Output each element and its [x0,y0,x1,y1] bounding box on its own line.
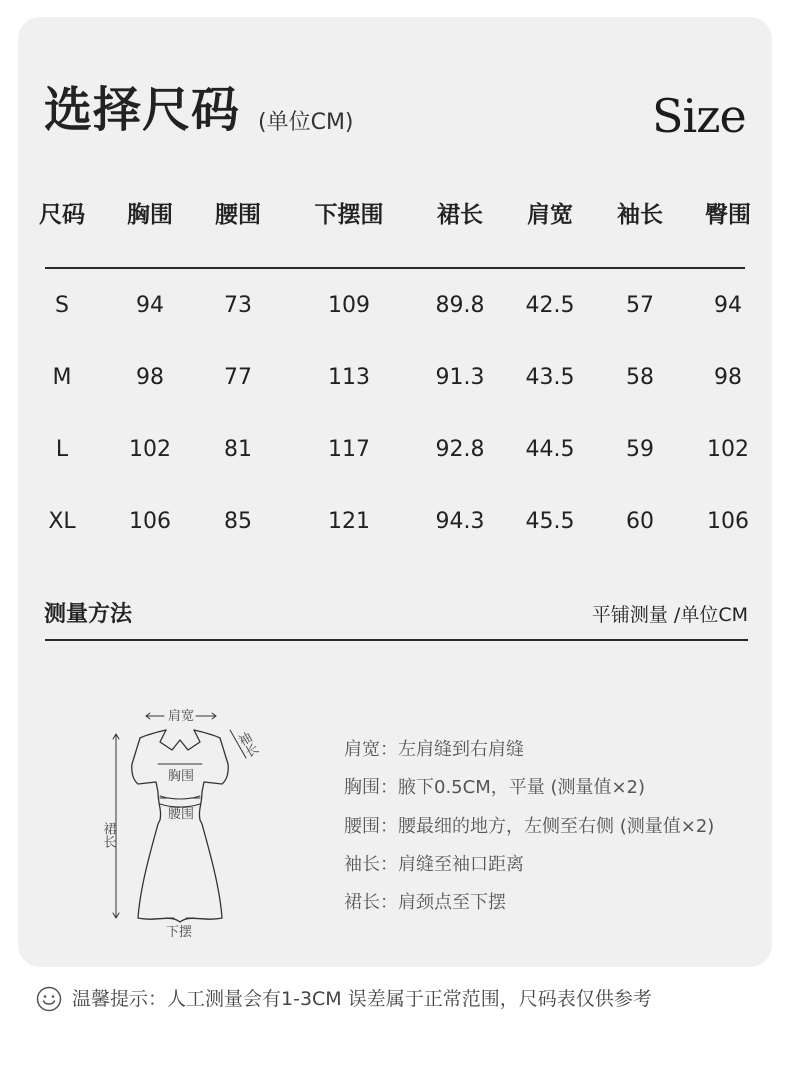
unit-label: (单位CM) [258,110,354,135]
table-cell: 91.3 [435,365,485,390]
table-cell: 85 [224,509,252,534]
table-cell: 98 [714,365,742,390]
measure-section-rule [45,639,748,641]
figure-label-shoulder: 肩宽 [168,709,195,724]
table-cell: 106 [129,509,171,534]
table-cell: 42.5 [525,293,575,318]
table-cell: S [55,293,69,318]
table-cell: 60 [626,509,654,534]
measure-line-shoulder: 肩宽：左肩缝到右肩缝 [344,739,524,760]
table-cell: 92.8 [435,437,485,462]
measure-line-sleeve: 袖长：肩缝至袖口距离 [344,854,524,875]
figure-label-hem: 下摆 [166,925,193,940]
figure-label-sleeve: 袖长 [233,730,260,761]
col-header-waist: 腰围 [215,202,261,228]
col-header-sleeve: 袖长 [617,202,663,228]
table-cell: 77 [224,365,252,390]
table-cell: 102 [129,437,171,462]
table-cell: L [55,437,69,462]
table-cell: 106 [707,509,749,534]
col-header-hip: 臀围 [705,202,751,228]
col-header-length: 裙长 [437,202,483,228]
col-header-size: 尺码 [39,202,85,228]
table-cell: 89.8 [435,293,485,318]
col-header-shoulder: 肩宽 [527,202,573,228]
figure-label-waist: 腰围 [168,807,195,822]
size-logo: Size [652,89,746,143]
table-cell: 58 [626,365,654,390]
dress-collar-shape [160,730,200,750]
measure-line-chest: 胸围：腋下0.5CM，平量 (测量值×2) [344,777,646,798]
table-cell: 102 [707,437,749,462]
figure-label-chest: 胸围 [168,769,195,784]
table-cell: 73 [224,293,252,318]
table-cell: 81 [224,437,252,462]
table-cell: 57 [626,293,654,318]
table-cell: 121 [328,509,370,534]
table-cell: 109 [328,293,370,318]
table-cell: 45.5 [525,509,575,534]
table-cell: 94 [714,293,742,318]
col-header-chest: 胸围 [127,202,173,228]
table-cell: XL [48,509,76,534]
table-cell: 43.5 [525,365,575,390]
table-cell: 113 [328,365,370,390]
page-title: 选择尺码 [44,82,241,138]
table-cell: 59 [626,437,654,462]
measure-section-title: 测量方法 [44,602,133,627]
dress-outline-shape [132,730,229,922]
measure-section-note: 平铺测量 /单位CM [591,604,748,626]
dress-diagram [100,700,260,940]
col-header-hem: 下摆围 [314,202,384,228]
measure-line-length: 裙长：肩颈点至下摆 [344,892,506,913]
smile-icon [36,986,62,1012]
table-cell: 94 [136,293,164,318]
measure-line-waist: 腰围：腰最细的地方，左侧至右侧 (测量值×2) [344,816,715,837]
table-header-rule [45,267,745,269]
table-cell: 44.5 [525,437,575,462]
figure-label-length: 裙长 [100,822,116,848]
table-cell: 98 [136,365,164,390]
table-cell: 94.3 [435,509,485,534]
table-cell: 117 [328,437,370,462]
footer-tip: 温馨提示：人工测量会有1-3CM 误差属于正常范围，尺码表仅供参考 [72,988,652,1010]
table-cell: M [52,365,72,390]
